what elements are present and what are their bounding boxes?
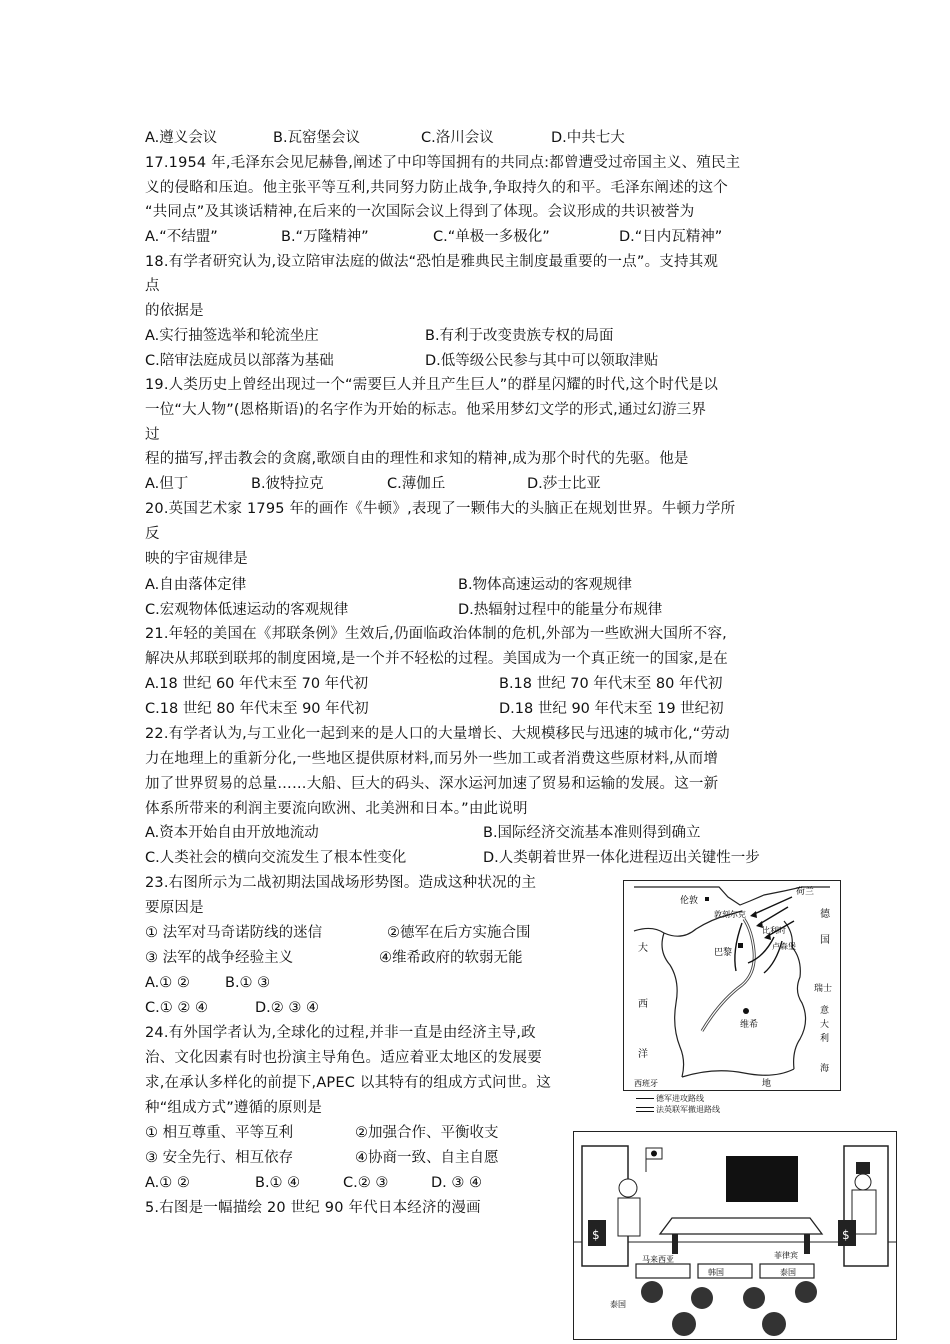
map-label-mediterranean-2: 海 [820, 1064, 830, 1074]
q18-option-d: D.低等级公民参与其中可以领取津贴 [425, 353, 659, 369]
map-label-switzerland: 瑞士 [814, 984, 833, 994]
cartoon-label-malaysia: 马来西亚 [642, 1255, 674, 1264]
q18-text-1: 18.有学者研究认为,设立陪审法庭的做法“恐怕是雅典民主制度最重要的一点”。支持其观 [145, 254, 719, 270]
map-label-germany-2: 国 [820, 935, 830, 946]
q24-option-a: A.① ② [145, 1175, 190, 1191]
q21-option-b: B.18 世纪 70 年代末至 80 年代初 [499, 676, 723, 692]
q17-option-b: B.“万隆精神” [281, 229, 369, 245]
map-drawing [624, 881, 840, 1090]
q20-option-a: A.自由落体定律 [145, 577, 247, 593]
q21-text-2: 解决从邦联到联邦的制度困境,是一个并不轻松的过程。美国成为一个真正统一的国家,是在 [145, 651, 728, 667]
map-label-atlantic-1: 大 [638, 943, 648, 954]
q20-option-c: C.宏观物体低速运动的客观规律 [145, 602, 349, 618]
q18-text-3: 的依据是 [145, 303, 204, 319]
q19-text-2: 一位“大人物”(恩格斯语)的名字作为开始的标志。他采用梦幻文学的形式,通过幻游三界 [145, 402, 707, 418]
attack-arrow-icon [636, 1098, 654, 1099]
q20-option-b: B.物体高速运动的客观规律 [458, 577, 633, 593]
france-battle-map [623, 880, 841, 1091]
q21-text-1: 21.年轻的美国在《邦联条例》生效后,仍面临政治体制的危机,外部为一些欧洲大国所不容, [145, 626, 727, 642]
q17-text-2: 义的侵略和压迫。他主张平等互利,共同努力防止战争,争取持久的和平。毛泽东阐述的这个 [145, 180, 728, 196]
q18-option-a: A.实行抽签选举和轮流坐庄 [145, 328, 319, 344]
q16-option-a: A.遵义会议 [145, 130, 218, 146]
map-label-luxembourg: 卢森堡 [772, 942, 796, 951]
q22-text-1: 22.有学者认为,与工业化一起到来的是人口的大量增长、大规模移民与迅速的城市化,“劳动 [145, 726, 730, 742]
map-label-germany-1: 德 [820, 909, 830, 920]
q21-option-c: C.18 世纪 80 年代末至 90 年代初 [145, 701, 369, 717]
q24-item-4: ④协商一致、自主自愿 [355, 1150, 499, 1166]
q19-option-a: A.但丁 [145, 476, 189, 492]
q17-option-a: A.“不结盟” [145, 229, 218, 245]
map-label-paris: 巴黎 [714, 948, 733, 958]
q20-option-d: D.热辐射过程中的能量分布规律 [458, 602, 663, 618]
q22-option-c: C.人类社会的横向交流发生了根本性变化 [145, 850, 407, 866]
q24-option-b: B.① ④ [255, 1175, 301, 1191]
q22-option-b: B.国际经济交流基本准则得到确立 [483, 825, 701, 841]
q22-text-3: 加了世界贸易的总量……大船、巨大的码头、深水运河加速了贸易和运输的发展。这一新 [145, 776, 719, 792]
q24-text-2: 治、文化因素有时也扮演主导角色。适应着亚太地区的发展要 [145, 1050, 542, 1066]
map-label-vichy: 维希 [740, 1020, 759, 1030]
q24-item-2: ②加强合作、平衡收支 [355, 1125, 499, 1141]
map-label-italy-2: 大 [820, 1020, 830, 1030]
q18-option-b: B.有利于改变贵族专权的局面 [425, 328, 614, 344]
q17-option-c: C.“单极一多极化” [433, 229, 550, 245]
map-label-spain: 西班牙 [634, 1079, 658, 1088]
q21-option-d: D.18 世纪 90 年代末至 19 世纪初 [499, 701, 724, 717]
q22-text-4: 体系所带来的利润主要流向欧洲、北美洲和日本。”由此说明 [145, 801, 528, 817]
cartoon-label-thailand-1: 泰国 [780, 1268, 796, 1277]
q23-item-1: ① 法军对马奇诺防线的迷信 [145, 925, 323, 941]
cartoon-label-thailand-2: 泰国 [610, 1300, 626, 1309]
q19-text-1: 19.人类历史上曾经出现过一个“需要巨人并且产生巨人”的群星闪耀的时代,这个时代是以 [145, 377, 719, 393]
retreat-arrow-icon [636, 1107, 654, 1112]
q18-option-c: C.陪审法庭成员以部落为基础 [145, 353, 334, 369]
q16-option-d: D.中共七大 [551, 130, 625, 146]
money-bag-right-icon: $ [842, 1228, 850, 1242]
cartoon-label-philippines: 菲律宾 [774, 1251, 798, 1260]
q18-text-2: 点 [145, 278, 160, 294]
q19-option-b: B.彼特拉克 [251, 476, 324, 492]
q24-item-1: ① 相互尊重、平等互利 [145, 1125, 294, 1141]
q24-option-c: C.② ③ [343, 1175, 389, 1191]
q22-option-a: A.资本开始自由开放地流动 [145, 825, 319, 841]
q23-option-d: D.② ③ ④ [255, 1000, 319, 1016]
map-label-atlantic-3: 洋 [638, 1049, 648, 1060]
map-label-atlantic-2: 西 [638, 999, 648, 1010]
q17-text-3: “共同点”及其谈话精神,在后来的一次国际会议上得到了体现。会议形成的共识被誉为 [145, 204, 695, 220]
map-label-dunkirk: 敦刻尔克 [714, 910, 746, 919]
money-bag-left-icon: $ [592, 1228, 600, 1242]
q24-item-3: ③ 安全先行、相互依存 [145, 1150, 294, 1166]
q23-text-2: 要原因是 [145, 900, 204, 916]
cartoon-drawing [574, 1132, 896, 1339]
map-label-italy-1: 意 [820, 1006, 830, 1016]
q22-text-2: 力在地理上的重新分化,一些地区提供原材料,而另外一些加工或者消费这些原材料,从而增 [145, 751, 719, 767]
q24-text-3: 求,在承认多样化的前提下,APEC 以其特有的组成方式问世。这 [145, 1075, 551, 1091]
map-label-mediterranean-1: 地 [762, 1079, 772, 1089]
q24-text-4: 种“组成方式”遵循的原则是 [145, 1100, 323, 1116]
q25-text-1: 5.右图是一幅描绘 20 世纪 90 年代日本经济的漫画 [145, 1200, 481, 1216]
q19-option-c: C.薄伽丘 [387, 476, 446, 492]
q23-text-1: 23.右图所示为二战初期法国战场形势图。造成这种状况的主 [145, 875, 537, 891]
q23-option-b: B.① ③ [225, 975, 271, 991]
map-label-netherlands: 荷兰 [796, 887, 815, 897]
q19-option-d: D.莎士比亚 [527, 476, 601, 492]
q23-option-a: A.① ② [145, 975, 190, 991]
map-legend-retreat-label: 法英联军撤退路线 [656, 1105, 720, 1114]
q24-option-d: D. ③ ④ [431, 1175, 482, 1191]
map-label-italy-3: 利 [820, 1034, 830, 1044]
q19-text-4: 程的描写,抨击教会的贪腐,歌颂自由的理性和求知的精神,成为那个时代的先驱。他是 [145, 451, 689, 467]
cartoon-label-korea: 韩国 [708, 1268, 724, 1277]
q23-item-3: ③ 法军的战争经验主义 [145, 950, 294, 966]
q20-text-2: 反 [145, 526, 160, 542]
q23-option-c: C.① ② ④ [145, 1000, 208, 1016]
map-label-belgium: 比利时 [762, 926, 786, 935]
map-label-london: 伦敦 [680, 896, 699, 906]
q17-option-d: D.“日内瓦精神” [619, 229, 723, 245]
q24-text-1: 24.有外国学者认为,全球化的过程,并非一直是由经济主导,政 [145, 1025, 536, 1041]
map-legend-retreat [636, 1103, 720, 1117]
japan-economy-cartoon [573, 1131, 897, 1340]
q20-text-3: 映的宇宙规律是 [145, 551, 248, 567]
q23-item-4: ④维希政府的软弱无能 [379, 950, 523, 966]
q16-option-b: B.瓦窑堡会议 [273, 130, 361, 146]
q22-option-d: D.人类朝着世界一体化进程迈出关键性一步 [483, 850, 760, 866]
map-legend-attack-label: 德军进攻路线 [656, 1094, 704, 1103]
q21-option-a: A.18 世纪 60 年代末至 70 年代初 [145, 676, 369, 692]
q20-text-1: 20.英国艺术家 1795 年的画作《牛顿》,表现了一颗伟大的头脑正在规划世界。牛顿力学所 [145, 501, 736, 517]
q17-text-1: 17.1954 年,毛泽东会见尼赫鲁,阐述了中印等国拥有的共同点:都曾遭受过帝国主义、殖民主 [145, 155, 741, 171]
q19-text-3: 过 [145, 427, 160, 443]
q16-option-c: C.洛川会议 [421, 130, 494, 146]
q23-item-2: ②德军在后方实施合围 [387, 925, 531, 941]
